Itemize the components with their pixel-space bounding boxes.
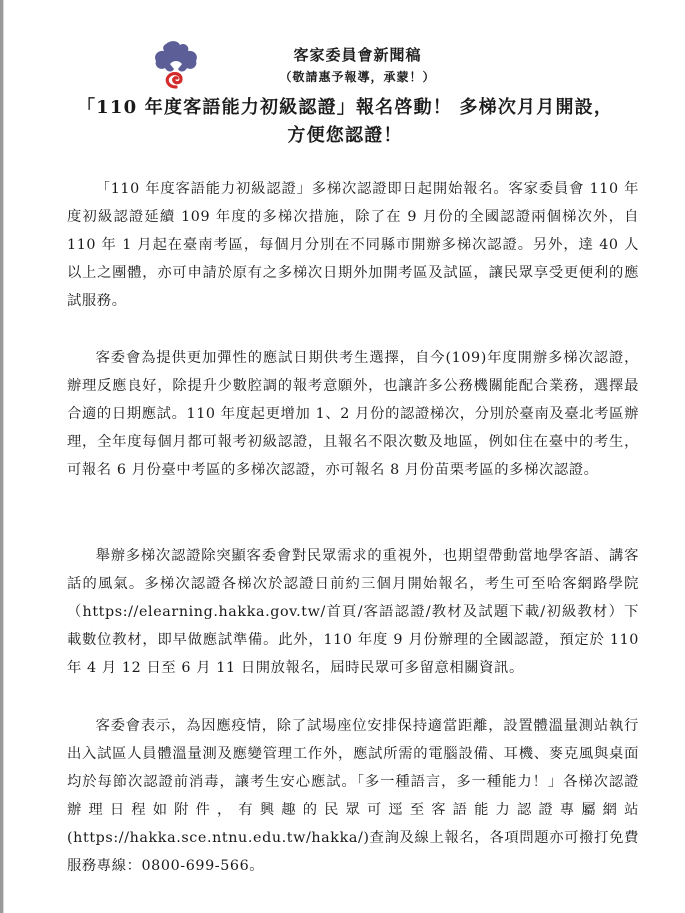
- paragraph-text: 客委會表示，為因應疫情，除了試場座位安排保持適當距離，設置體溫量測站執行出入試區人員體溫量測及應變管理工作外，應試所需的電腦設備、耳機、麥克風與桌面均於每節次認證前消毒，讓考生安心應試。「多一種語言，多一種能力！」各梯次認證辦理日程如附件，有興趣的民眾可逕至客語能力認證專屬網站(https://hakka.sce.ntnu.edu.tw/hakka/)查詢及線上報名，各項問題亦可撥打免費服務專線：0800-699-566。: [67, 718, 639, 874]
- page-edge-highlight: [3, 0, 4, 913]
- headline-line-1: 「110 年度客語能力初級認證」報名啓動！ 多梯次月月開設，: [76, 97, 614, 118]
- org-title: 客家委員會新聞稿: [293, 46, 422, 64]
- paragraph-text: 「110 年度客語能力初級認證」多梯次認證即日起開始報名。客家委員會 110 年度初級認證延續 109 年度的多梯次措施，除了在 9 月份的全國認證兩個梯次外，自 110 年 1 月起在臺南考區，每個月分別在不同縣市開辦多梯次認證。另外，達 40 人以上之團體，亦可申請於原有之多梯次日期外加開考區及試區，讓民眾享受更便利的應試服務。: [67, 181, 639, 309]
- press-release-headline: [40, 94, 650, 150]
- body-paragraph-4: [67, 712, 639, 880]
- body-paragraph-1: [67, 175, 639, 315]
- paragraph-text: 舉辦多梯次認證除突顯客委會對民眾需求的重視外，也期望帶動當地學客語、講客話的風氣。多梯次認證各梯次於認證日前約三個月開始報名，考生可至哈客網路學院（https://elearning.hakka.gov.tw/首頁/客語認證/教材及試題下載/初級教材）下載數位教材，即早做應試準備。此外，110 年度 9 月份辦理的全國認證，預定於 110 年 4 月 12 日至 6 月 11 日開放報名，屆時民眾可多留意相關資訊。: [67, 548, 639, 676]
- body-paragraph-2: [67, 344, 639, 484]
- paragraph-text: 客委會為提供更加彈性的應試日期供考生選擇，自今(109)年度開辦多梯次認證，辦理反應良好，除提升少數腔調的報考意願外，也讓許多公務機關能配合業務，選擇最合適的日期應試。110 年度起更增加 1、2 月份的認證梯次，分別於臺南及臺北考區辦理，全年度每個月都可報考初級認證，且報名不限次數及地區，例如住在臺中的考生，可報名 6 月份臺中考區的多梯次認證，亦可報名 8 月份苗栗考區的多梯次認證。: [67, 350, 639, 478]
- org-subtitle: （敬請惠予報導，承蒙！）: [279, 70, 436, 84]
- headline-line-2: 方便您認證！: [287, 125, 403, 146]
- body-paragraph-3: [67, 542, 639, 682]
